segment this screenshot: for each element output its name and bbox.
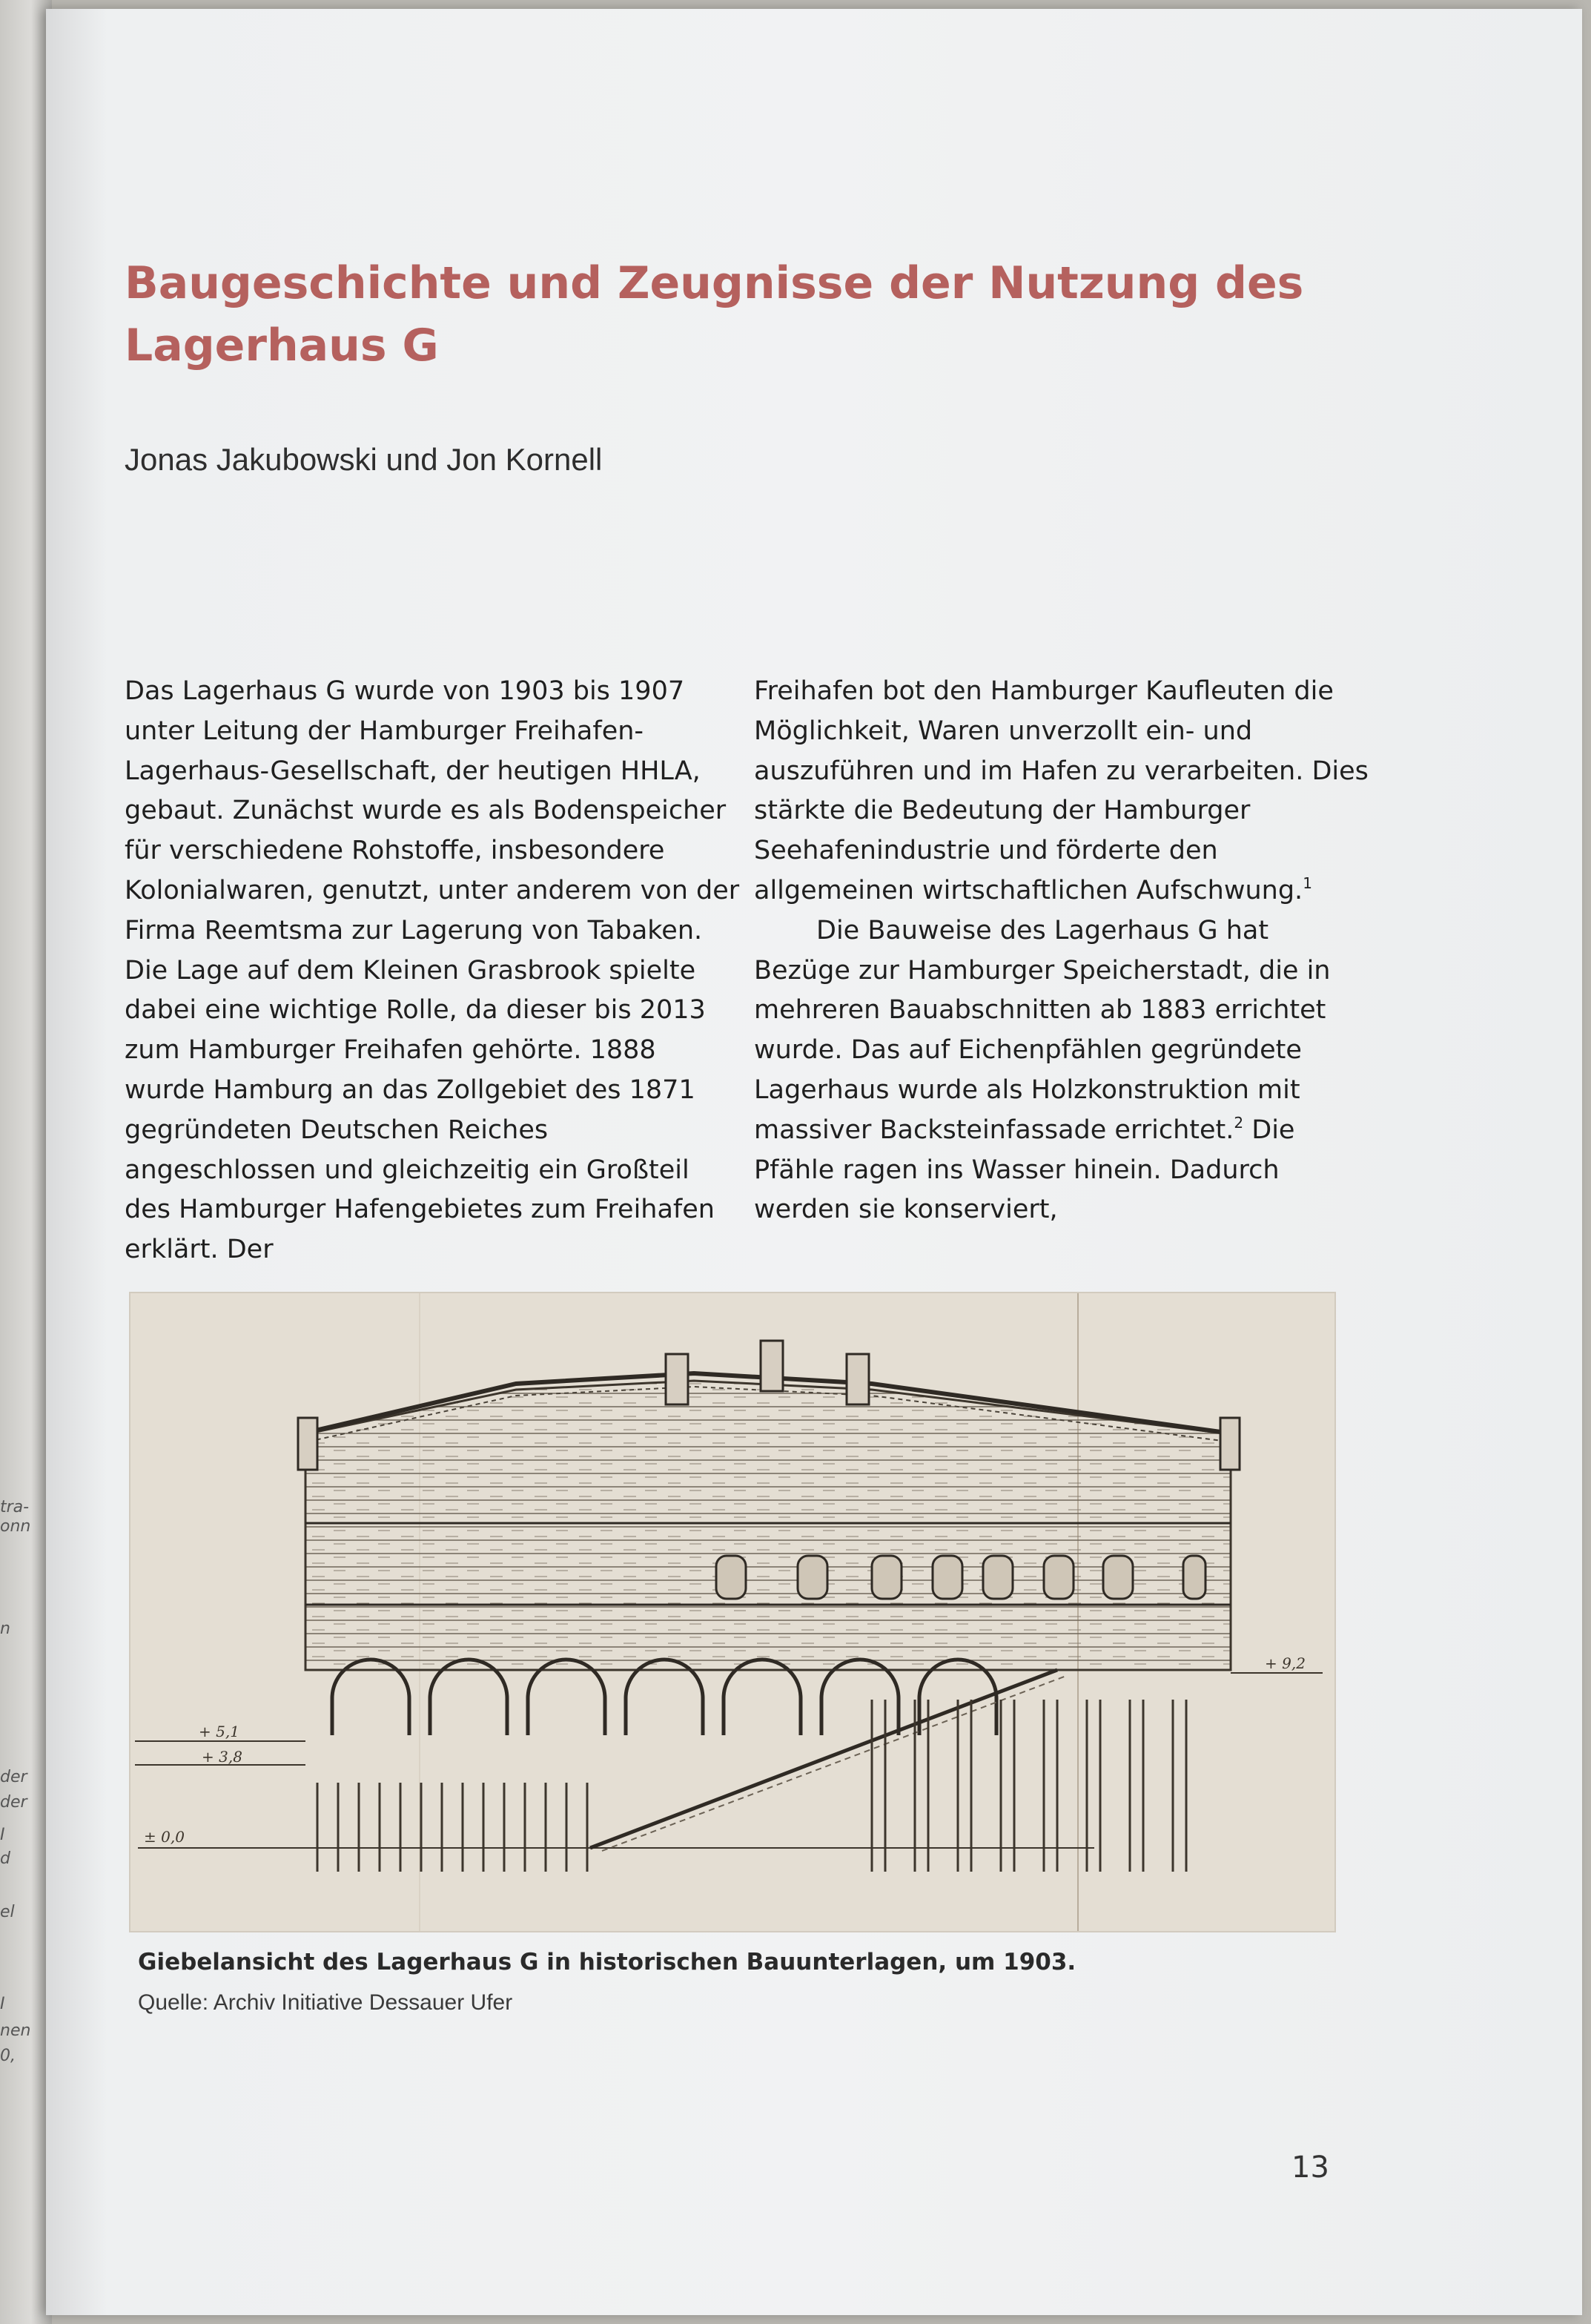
- left-page-fragment: tra-: [0, 1498, 30, 1516]
- level-label: + 3,8: [202, 1748, 242, 1766]
- left-page-fragment: der: [0, 1793, 27, 1812]
- historic-elevation-drawing: [129, 1292, 1336, 1932]
- left-page-fragment: el: [0, 1903, 15, 1921]
- paragraph: Das Lagerhaus G wurde von 1903 bis 1907 unter Leitung der Hamburger Freihafen-Lagerhaus-Gesellschaft, der heutigen HHLA, gebaut. Zunächst wurde es als Bodenspeicher für verschiedene Rohstoffe, insbesondere Kolonialwaren, genutzt, unter anderem von der Firma Reemtsma zur Lagerung von Tabaken. Die Lage auf dem Kleinen Grasbrook spielte dabei eine wichtige Rolle, da dieser bis 2013 zum Hamburger Freihafen gehörte. 1888 wurde Hamburg an das Zollgebiet des 1871 gegründeten Deutschen Reiches angeschlossen und gleichzeitig ein Großteil des Hamburger Hafengebietes zum Freihafen erklärt. Der: [125, 676, 740, 1265]
- level-label: + 9,2: [1265, 1654, 1306, 1672]
- left-page-fragment: onn: [0, 1517, 31, 1536]
- footnote-ref: 2: [1234, 1113, 1244, 1132]
- left-page-fragment: der: [0, 1768, 27, 1786]
- authors: Jonas Jakubowski und Jon Kornell: [125, 442, 603, 477]
- text-column-left: [125, 672, 740, 1270]
- left-page-fragment: nen: [0, 2021, 31, 2040]
- left-page-fragment: I: [0, 1995, 5, 2013]
- left-page-fragment: 0,: [0, 2047, 16, 2065]
- level-label: + 5,1: [199, 1723, 239, 1740]
- level-label: ± 0,0: [144, 1828, 185, 1846]
- paragraph: Die Bauweise des Lagerhaus G hat Bezüge zur Hamburger Speicherstadt, die in mehreren Bauabschnitten ab 1883 errichtet wurde. Das auf Eichenpfählen gegründete Lagerhaus wurde als Holzkonstruktion mit massiver Backsteinfassade errichtet.$^2$ Die Pfähle ragen ins Wasser hinein. Dadurch werden sie konserviert,: [754, 915, 1331, 1225]
- figure-caption: Giebelansicht des Lagerhaus G in historischen Bauunterlagen, um 1903.: [138, 1949, 1076, 1975]
- paragraph: Freihafen bot den Hamburger Kaufleuten die Möglichkeit, Waren unverzollt ein- und auszuführen und im Hafen zu verarbeiten. Dies stärkte die Bedeutung der Hamburger Seehafenindustrie und förderte den allgemeinen wirtschaftlichen Aufschwung.$^1$: [754, 676, 1369, 905]
- left-page-fragment: n: [0, 1620, 10, 1638]
- page-title: Baugeschichte und Zeugnisse der Nutzung des Lagerhaus G: [125, 257, 1304, 372]
- drawing-svg: [130, 1293, 1334, 1931]
- page-number: 13: [1291, 2150, 1329, 2185]
- left-page-fragment: I: [0, 1826, 5, 1844]
- text-column-right: [754, 672, 1369, 1230]
- footnote-ref: 1: [1303, 874, 1312, 892]
- figure-source: Quelle: Archiv Initiative Dessauer Ufer: [138, 1990, 513, 2015]
- left-page-edge: [0, 0, 52, 2324]
- left-page-fragment: d: [0, 1849, 10, 1868]
